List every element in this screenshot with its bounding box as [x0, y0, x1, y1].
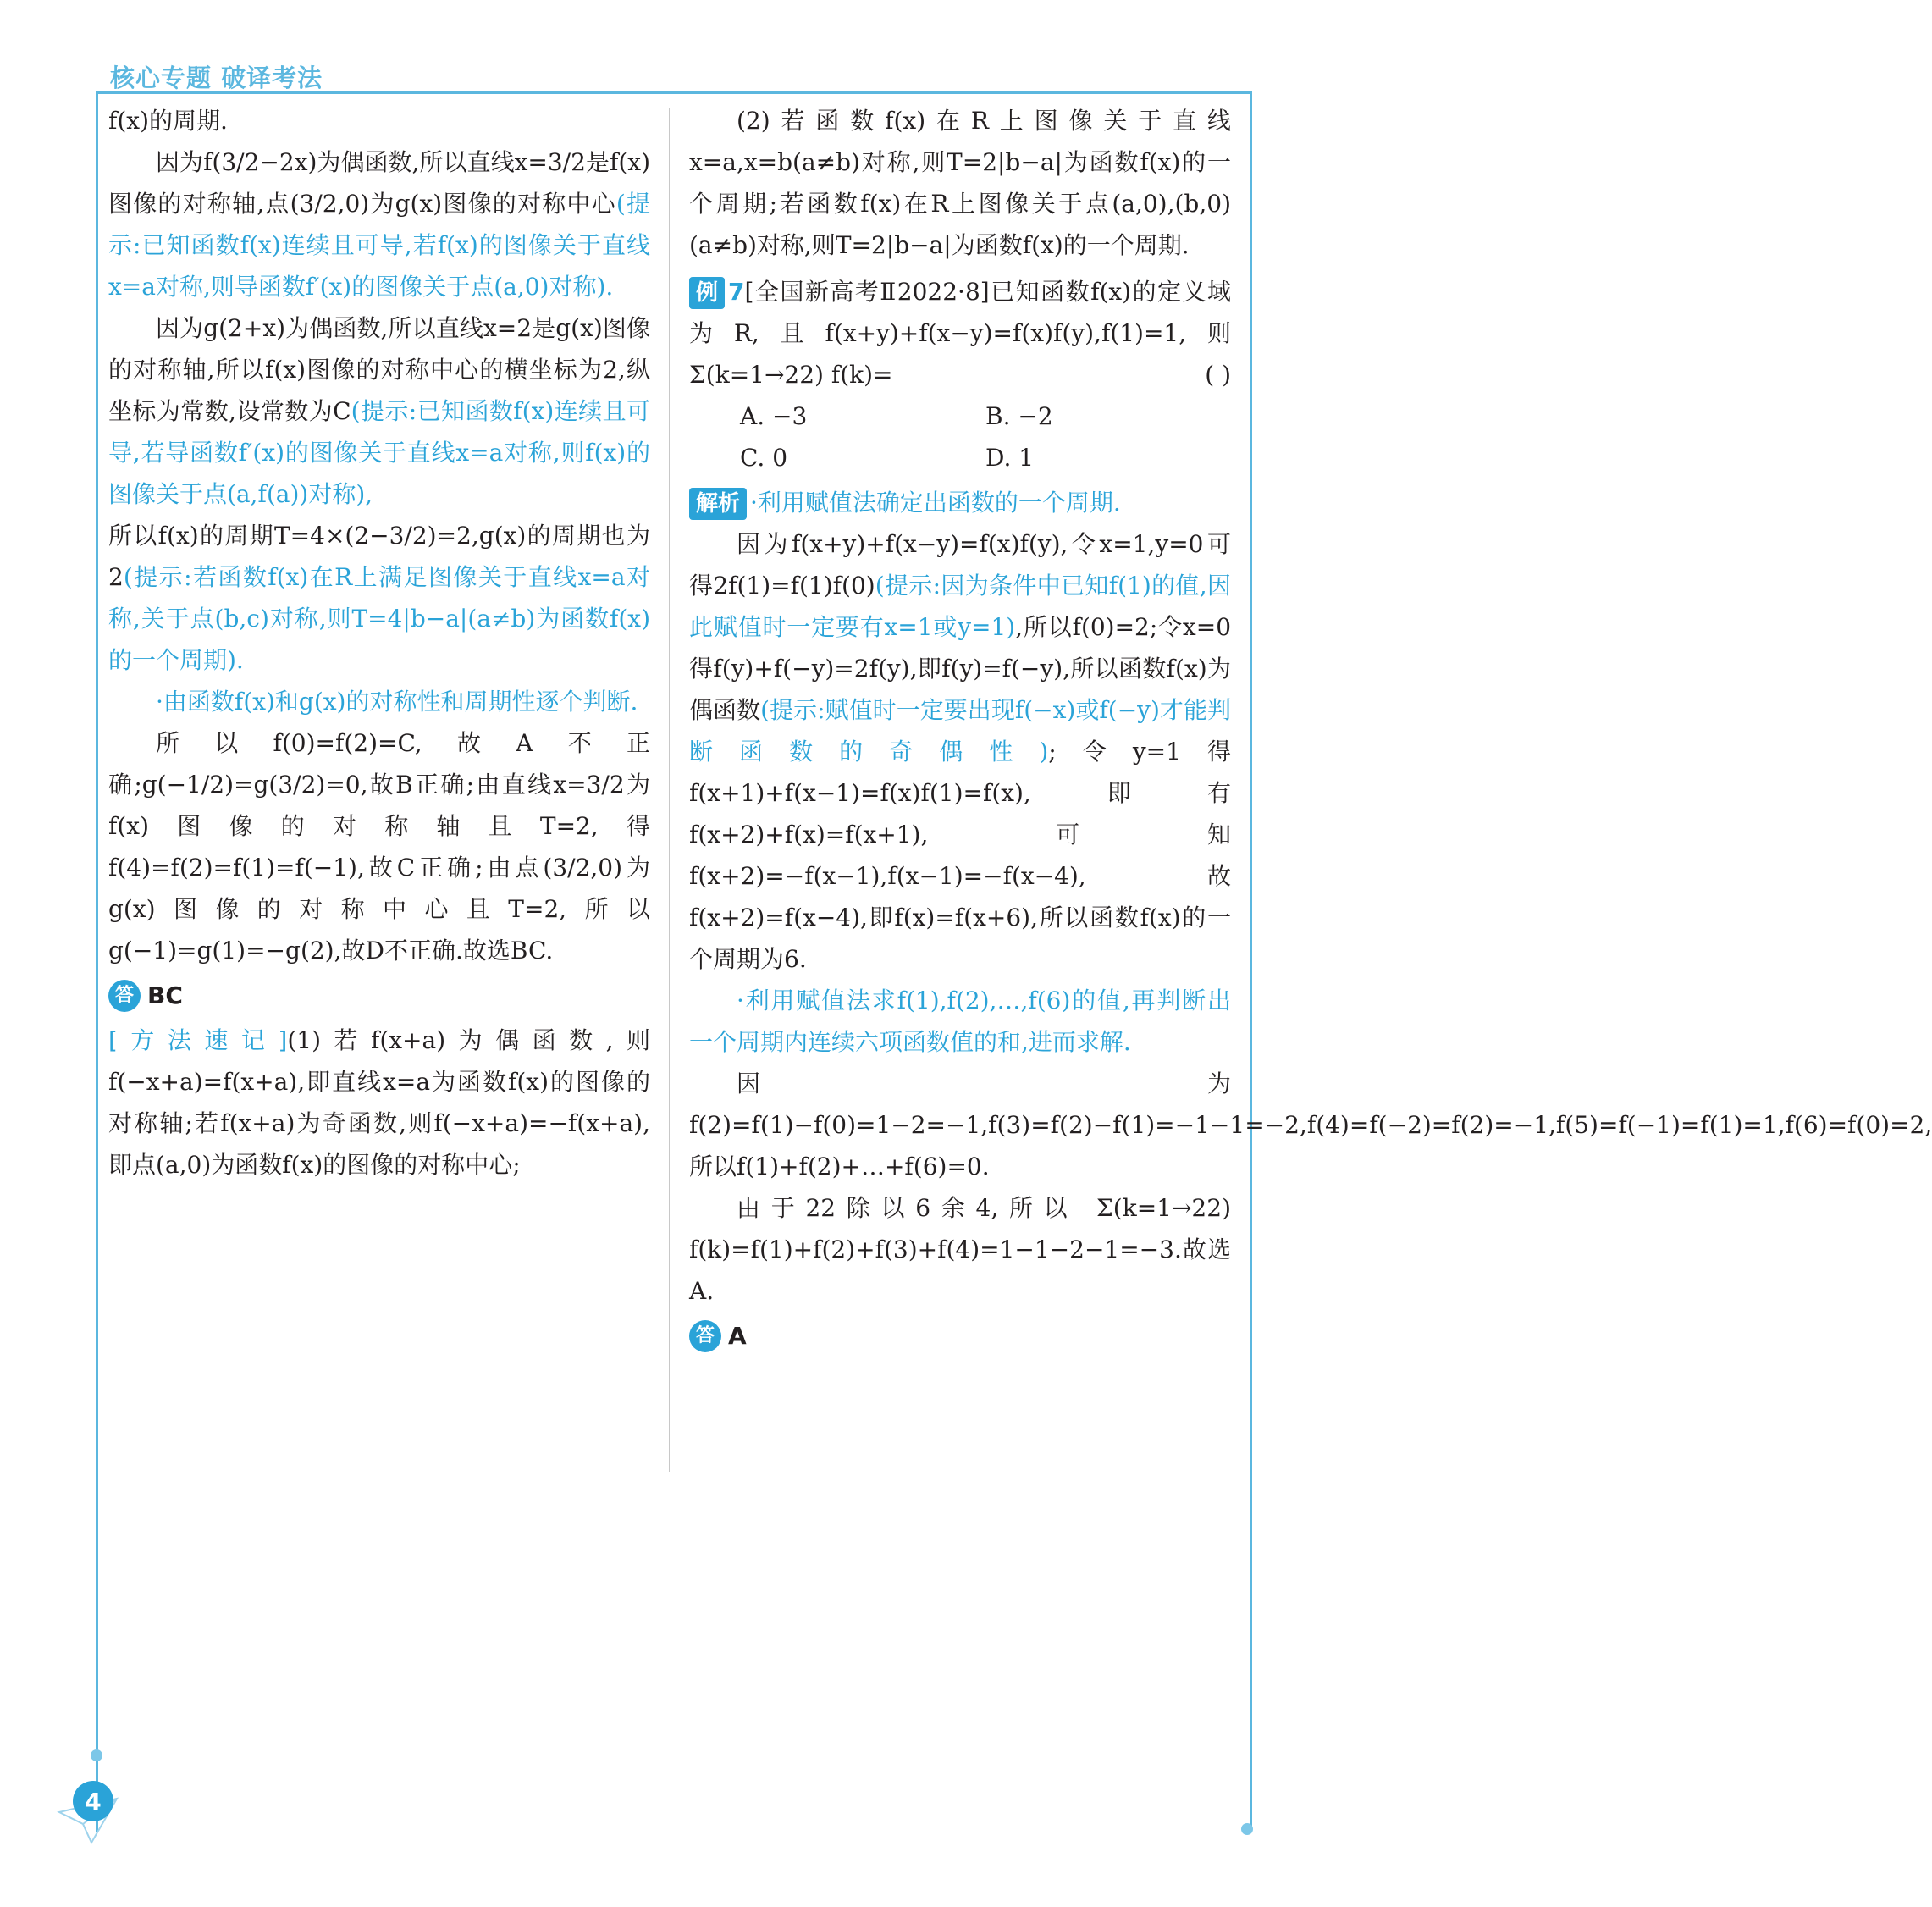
answer-value: A: [728, 1322, 747, 1350]
page-header: 核心专题 破译考法: [110, 64, 323, 92]
left-column: [108, 100, 650, 1186]
hint-4: ·由函数f(x)和g(x)的对称性和周期性逐个判断.: [156, 688, 638, 716]
analysis-hint-2: ·利用赋值法求f(1),f(2),…,f(6)的值,再判断出一个周期内连续六项函数值的和,进而求解.: [689, 987, 1231, 1056]
answer-badge: 答: [689, 1320, 721, 1352]
right-column: [689, 100, 1932, 1360]
para-3: 因为g(2+x)为偶函数,所以直线x=2是g(x)图像的对称轴,所以f(x)图像的对称中心的横坐标为2,纵坐标为常数,设常数为C(提示:已知函数f(x)连续且可导,若导函数f′(x)的图像关于直线x=a对称,则f(x)的图像关于点(a,f(a))对称),: [108, 314, 650, 508]
example-number: 7: [728, 278, 745, 306]
example-stem: 例 7[全国新高考Ⅱ2022·8]已知函数f(x)的定义域为R,且f(x+y)+f(x−y)=f(x)f(y),f(1)=1,则 Σ(k=1→22) f(k)= ( ): [689, 271, 1231, 395]
frame-dot-right: [1241, 1823, 1253, 1835]
option-c: C. 0: [740, 444, 788, 472]
example-source: [全国新高考Ⅱ2022·8]: [744, 278, 990, 306]
left-answer: [108, 975, 650, 1016]
right-answer: [689, 1315, 1231, 1357]
analysis-badge: 解析: [689, 488, 747, 520]
frame-dot-left: [91, 1749, 102, 1761]
hint-3: (提示:若函数f(x)在R上满足图像关于直线x=a对称,关于点(b,c)对称,则T=4|b−a|(a≠b)为函数f(x)的一个周期).: [108, 563, 650, 674]
hint-1: (提示:已知函数f(x)连续且可导,若f(x)的图像关于直线x=a对称,则导函数f′(x)的图像关于点(a,0)对称).: [108, 190, 650, 301]
hint-2: (提示:已知函数f(x)连续且可导,若导函数f′(x)的图像关于直线x=a对称,则f(x)的图像关于点(a,f(a))对称),: [108, 397, 650, 508]
para-2: 因为f(3/2−2x)为偶函数,所以直线x=3/2是f(x)图像的对称轴,点(3/2,0)为g(x)图像的对称中心(提示:已知函数f(x)连续且可导,若f(x)的图像关于直线x=a对称,则导函数f′(x)的图像关于点(a,0)对称).: [108, 148, 650, 301]
example-options: [689, 395, 1231, 478]
analysis-para-2: 因为f(2)=f(1)−f(0)=1−2=−1,f(3)=f(2)−f(1)=−1−1=−2,f(4)=f(−2)=f(2)=−1,f(5)=f(−1)=f(1)=1,f(6)=f(0)=2,所以f(1)+f(2)+…+f(6)=0.: [689, 1070, 1932, 1180]
column-divider: [669, 108, 670, 1472]
method-summary: [方法速记](1)若f(x+a)为偶函数,则f(−x+a)=f(x+a),即直线x=a为函数f(x)的图像的对称轴;若f(x+a)为奇函数,则f(−x+a)=−f(x+a),即点(a,0)为函数f(x)的图像的对称中心;: [108, 1026, 650, 1179]
right-para-1: (2)若函数f(x)在R上图像关于直线x=a,x=b(a≠b)对称,则T=2|b−a|为函数f(x)的一个周期;若函数f(x)在R上图像关于点(a,0),(b,0)(a≠b)对称,则T=2|b−a|为函数f(x)的一个周期.: [689, 107, 1231, 259]
para-5: 所以f(0)=f(2)=C,故A不正确;g(−1/2)=g(3/2)=0,故B正确;由直线x=3/2为f(x)图像的对称轴且T=2,得f(4)=f(2)=f(1)=f(−1),故C正确;由点(3/2,0)为g(x)图像的对称中心且T=2,所以g(−1)=g(1)=−g(2),故D不正确.故选BC.: [108, 729, 650, 965]
option-b: B. −2: [985, 402, 1053, 430]
analysis-head: 解析 ·利用赋值法确定出函数的一个周期.: [689, 482, 1231, 523]
example-badge: 例: [689, 277, 725, 309]
example-blank: ( ): [1205, 361, 1231, 389]
analysis-para-1: 因为f(x+y)+f(x−y)=f(x)f(y),令x=1,y=0可得2f(1)=f(1)f(0)(提示:因为条件中已知f(1)的值,因此赋值时一定要有x=1或y=1),所以f(0)=2;令x=0得f(y)+f(−y)=2f(y),即f(y)=f(−y),所以函数f(x)为偶函数(提示:赋值时一定要出现f(−x)或f(−y)才能判断函数的奇偶性);令y=1得f(x+1)+f(x−1)=f(x)f(1)=f(x),即有f(x+2)+f(x)=f(x+1),可知f(x+2)=−f(x−1),f(x−1)=−f(x−4),故f(x+2)=f(x−4),即f(x)=f(x+6),所以函数f(x)的一个周期为6.: [689, 530, 1232, 973]
option-a: A. −3: [740, 402, 808, 430]
para-4: 所以f(x)的周期T=4×(2−3/2)=2,g(x)的周期也为2(提示:若函数f(x)在R上满足图像关于直线x=a对称,关于点(b,c)对称,则T=4|b−a|(a≠b)为函数f(x)的一个周期).: [108, 522, 650, 674]
answer-badge: 答: [108, 980, 141, 1012]
option-d: D. 1: [985, 444, 1035, 472]
method-label: [方法速记]: [108, 1026, 288, 1054]
para-1: f(x)的周期.: [108, 107, 228, 135]
answer-value: BC: [147, 981, 183, 1009]
analysis-para-3: 由于22除以6余4,所以 Σ(k=1→22) f(k)=f(1)+f(2)+f(3)+f(4)=1−1−2−1=−3.故选A.: [689, 1194, 1231, 1305]
page-number: 4: [73, 1781, 113, 1821]
